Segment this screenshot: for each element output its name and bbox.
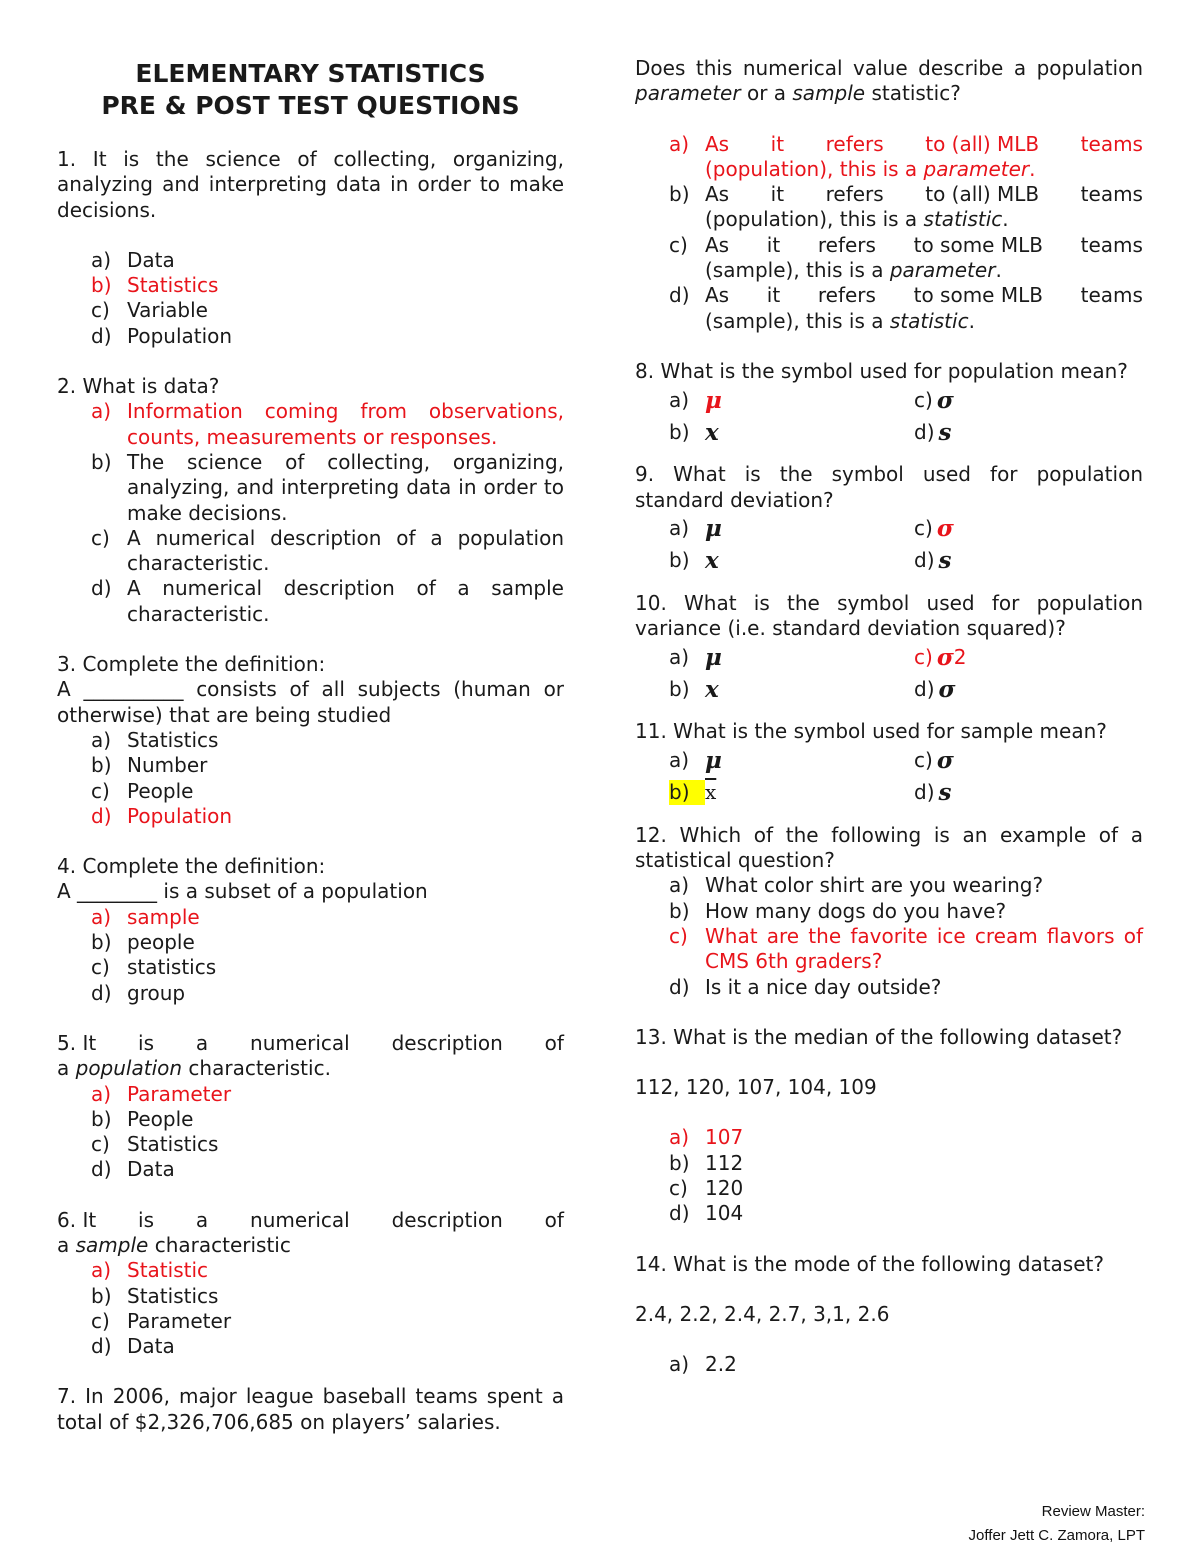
question-2-options (57, 399, 564, 627)
question-10-stem: 10. What is the symbol used for population variance (i.e. standard deviation squared)? (635, 590, 1143, 641)
question-12-options (635, 873, 1143, 999)
question-13-options (635, 1125, 1143, 1226)
option-8d[interactable]: d) s (914, 418, 952, 446)
option-5a-answer[interactable]: a) Parameter (91, 1081, 232, 1106)
option-11d[interactable]: d) s (914, 779, 952, 807)
option-2d[interactable]: d) A numerical description of a sample characteristic. (91, 576, 564, 626)
option-6d[interactable]: d) Data (91, 1334, 175, 1359)
question-9-stem: 9. What is the symbol used for population standard deviation? (635, 462, 1143, 512)
question-13-stem: 13. What is the median of the following dataset? (635, 1024, 1123, 1049)
option-2a-answer[interactable]: a) Information coming from observations, counts, measurements or responses. (91, 399, 564, 449)
option-5b[interactable]: b) People (91, 1106, 194, 1131)
option-1c[interactable]: c) Variable (91, 298, 208, 323)
option-6c[interactable]: c) Parameter (91, 1308, 232, 1333)
option-9b[interactable]: b) x (669, 547, 719, 575)
option-13c[interactable]: c) 120 (669, 1176, 744, 1201)
option-11c[interactable]: c) σ (914, 747, 954, 775)
question-10-options (635, 641, 1143, 705)
option-8b[interactable]: b) x (669, 418, 719, 446)
question-14-dataset: 2.4, 2.2, 2.4, 2.7, 3,1, 2.6 (635, 1301, 890, 1326)
right-column (635, 56, 1143, 1378)
question-1-options (57, 248, 564, 349)
option-6a-answer[interactable]: a) Statistic (91, 1258, 209, 1283)
option-12a[interactable]: a) What color shirt are you wearing? (669, 873, 1044, 898)
question-8-stem: 8. What is the symbol used for population mean? (635, 358, 1128, 383)
option-3d-answer[interactable]: d) Population (91, 803, 233, 828)
option-7b[interactable]: b) As it refers to (all) MLB teams (population), this is a statistic. (669, 182, 1143, 232)
option-12b[interactable]: b) How many dogs do you have? (669, 898, 1007, 923)
option-9d[interactable]: d) s (914, 547, 952, 575)
option-2b[interactable]: b) The science of collecting, organizing, analyzing, and interpreting data in order to make decisions. (91, 449, 564, 525)
option-13d[interactable]: d) 104 (669, 1201, 744, 1226)
page-title: ELEMENTARY STATISTICS PRE & POST TEST QUESTIONS (101, 59, 520, 120)
question-12-stem: 12. Which of the following is an example of a statistical question? (635, 822, 1143, 873)
question-14-options (635, 1352, 1143, 1377)
question-4-definition: A ________ is a subset of a population (57, 879, 428, 904)
option-2c[interactable]: c) A numerical description of a population characteristic. (91, 525, 564, 576)
question-3-options (57, 728, 564, 829)
question-5-stem-line2: a population characteristic. (57, 1056, 331, 1081)
question-3-stem: 3. Complete the definition: (57, 652, 326, 677)
option-7c[interactable]: c) As it refers to some MLB teams (sample), this is a parameter. (669, 232, 1143, 283)
option-3c[interactable]: c) People (91, 778, 194, 803)
option-11a[interactable]: a) μ (669, 747, 722, 775)
question-6-options (57, 1258, 564, 1359)
question-11-options (635, 745, 1143, 809)
option-3b[interactable]: b) Number (91, 753, 208, 778)
option-6b[interactable]: b) Statistics (91, 1283, 219, 1308)
option-1b-answer[interactable]: b) Statistics (91, 273, 219, 298)
question-7-stem: 7. In 2006, major league baseball teams spent a total of $2,326,706,685 on players’ salaries. (57, 1384, 564, 1434)
question-6-stem-line2: a sample characteristic (57, 1232, 291, 1257)
option-10d[interactable]: d) σ (914, 675, 956, 703)
option-9a[interactable]: a) μ (669, 515, 722, 543)
option-7a-answer[interactable]: a) As it refers to (all) MLB teams (population), this is a parameter. (669, 131, 1143, 181)
question-2-stem: 2. What is data? (57, 374, 220, 399)
option-10b[interactable]: b) x (669, 675, 719, 703)
question-4-options (57, 905, 564, 1006)
question-6-stem-line1: 6. It is a numerical description of (57, 1207, 564, 1232)
question-11-stem: 11. What is the symbol used for sample mean? (635, 719, 1107, 744)
option-7d[interactable]: d) As it refers to some MLB teams (sample), this is a statistic. (669, 283, 1143, 333)
question-13-dataset: 112, 120, 107, 104, 109 (635, 1075, 877, 1100)
question-7-options (635, 132, 1143, 334)
question-3-definition: A __________ consists of all subjects (human or otherwise) that are being studied (57, 677, 565, 727)
option-4d[interactable]: d) group (91, 980, 186, 1005)
option-12d[interactable]: d) Is it a nice day outside? (669, 974, 942, 999)
question-5-options (57, 1082, 564, 1183)
option-1a[interactable]: a) Data (91, 247, 175, 272)
option-1d[interactable]: d) Population (91, 323, 233, 348)
option-4a-answer[interactable]: a) sample (91, 904, 200, 929)
option-10a[interactable]: a) μ (669, 643, 722, 671)
option-9c-answer[interactable]: c) σ (914, 515, 954, 543)
option-8a-answer[interactable]: a) μ (669, 386, 722, 414)
question-8-options (635, 384, 1143, 448)
option-5c[interactable]: c) Statistics (91, 1132, 219, 1157)
left-column (57, 56, 564, 1435)
footer-credit: Review Master: Joffer Jett C. Zamora, LPT (968, 1503, 1145, 1544)
option-8c[interactable]: c) σ (914, 386, 954, 414)
option-5d[interactable]: d) Data (91, 1157, 175, 1182)
option-4c[interactable]: c) statistics (91, 955, 217, 980)
option-12c-answer[interactable]: c) What are the favorite ice cream flavors of CMS 6th graders? (669, 923, 1143, 974)
option-11b-answer[interactable]: b) $\overline{x}$ (669, 780, 717, 805)
option-13b[interactable]: b) 112 (669, 1150, 744, 1175)
option-10c-answer[interactable]: c) σ 2 (914, 643, 967, 671)
option-4b[interactable]: b) people (91, 930, 195, 955)
question-4-stem: 4. Complete the definition: (57, 854, 326, 879)
option-13a-answer[interactable]: a) 107 (669, 1125, 744, 1150)
question-9-options (635, 513, 1143, 577)
option-14a[interactable]: a) 2.2 (669, 1352, 737, 1377)
question-5-stem-line1: 5. It is a numerical description of (57, 1030, 564, 1055)
question-14-stem: 14. What is the mode of the following dataset? (635, 1251, 1104, 1276)
question-1-stem: 1. It is the science of collecting, organizing, analyzing and interpreting data in order to make decisions. (57, 147, 564, 222)
option-3a[interactable]: a) Statistics (91, 727, 219, 752)
question-7-continuation: Does this numerical value describe a population parameter or a sample statistic? (635, 56, 1143, 106)
